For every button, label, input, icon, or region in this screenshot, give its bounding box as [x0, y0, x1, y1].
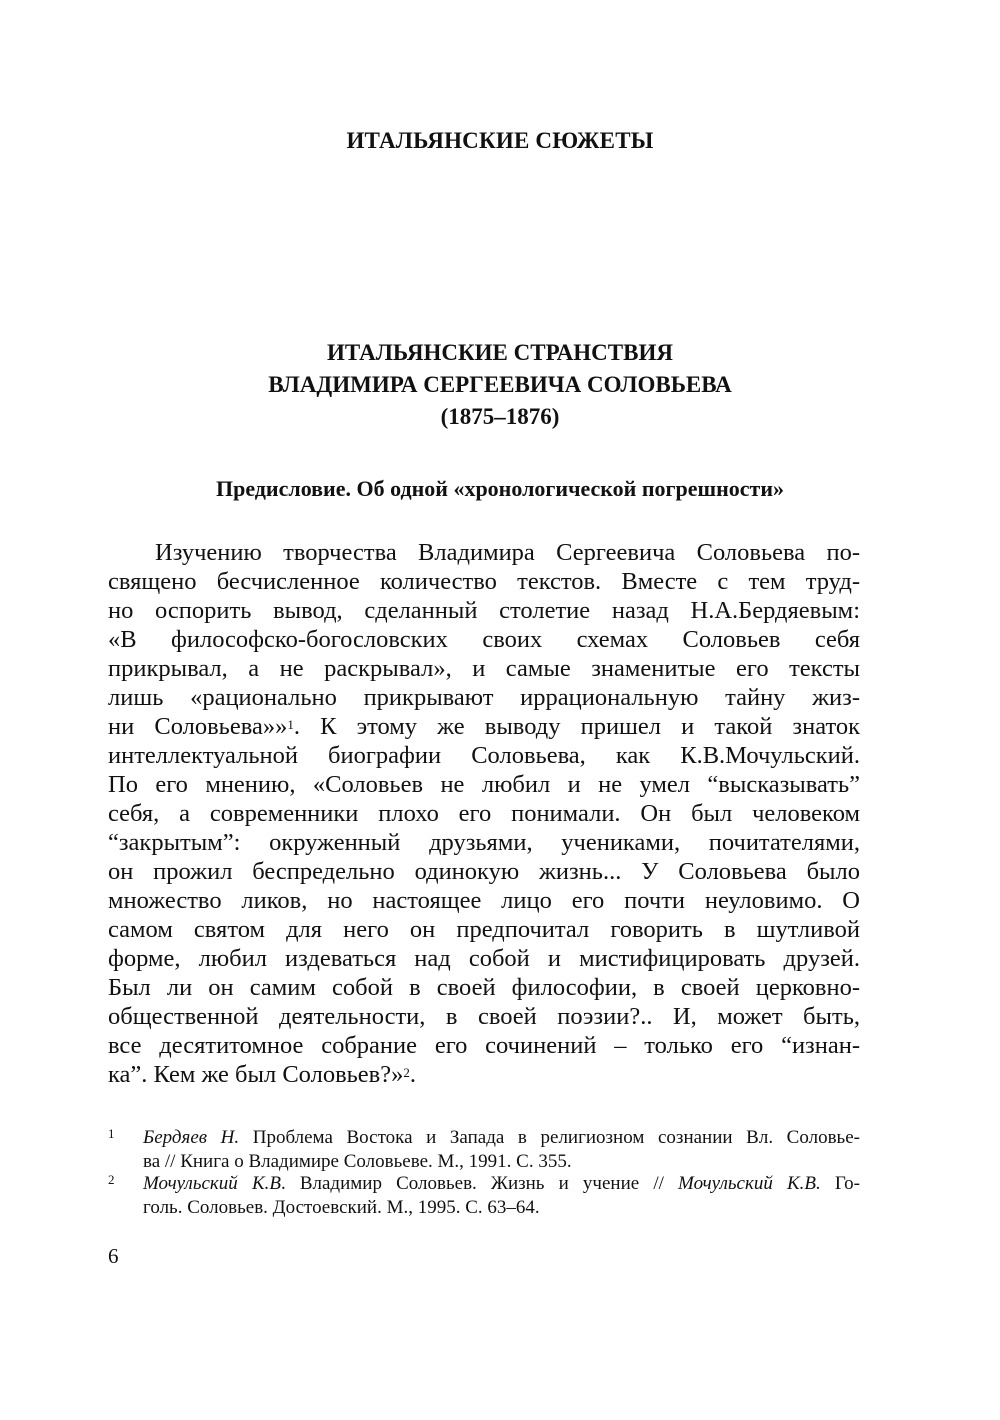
- footnote-text: . Владимир Соловьев. Жизнь и учение //: [280, 1173, 679, 1194]
- body-line: «В философско-богословских своих схемах Соловьев себя: [108, 626, 860, 653]
- body-line: множество ликов, но настоящее лицо его почти неуловимо. О: [108, 887, 860, 914]
- body-line-text: .: [409, 1061, 417, 1088]
- body-line: форме, любил издеваться над собой и мистифицировать друзей.: [108, 945, 860, 972]
- body-line: [108, 712, 860, 742]
- body-line: “закрытым”: окруженный друзьями, учениками, почитателями,: [108, 829, 860, 856]
- page-number: 6: [108, 1244, 119, 1268]
- chapter-title-line-1: ИТАЛЬЯНСКИЕ СТРАНСТВИЯ: [327, 340, 673, 365]
- footnote-number: 1: [108, 1126, 115, 1141]
- footnote-text: Го-: [820, 1173, 861, 1194]
- body-line: но оспорить вывод, сделанный столетие назад Н.А.Бердяевым:: [108, 597, 860, 624]
- body-line: Был ли он самим собой в своей философии, в своей церковно-: [108, 974, 860, 1001]
- body-line: [108, 1060, 860, 1090]
- footnote-number: 2: [108, 1172, 115, 1187]
- footnote-line: голь. Соловьев. Достоевский. М., 1995. С. 63–64.: [143, 1197, 540, 1218]
- body-line: самом святом для него он предпочитал говорить в шутливой: [108, 916, 860, 943]
- body-line-text: ни Соловьева»»: [108, 713, 288, 740]
- body-line: он прожил беспредельно одинокую жизнь... У Соловьева было: [108, 858, 860, 885]
- body-line: Изучению творчества Владимира Сергеевича Соловьева по-: [155, 539, 860, 566]
- footnote-author: Мочульский К.В.: [678, 1173, 821, 1194]
- preface-subtitle: Предисловие. Об одной «хронологической погрешности»: [215, 476, 785, 501]
- footnote-line: [143, 1172, 860, 1196]
- footnote-author: Бердяев Н.: [143, 1127, 240, 1148]
- chapter-title-line-2: ВЛАДИМИРА СЕРГЕЕВИЧА СОЛОВЬЕВА: [268, 372, 732, 397]
- footnote-ref-2[interactable]: 2: [403, 1065, 410, 1080]
- body-line-text: . К этому же выводу пришел и такой знаток: [293, 713, 861, 740]
- body-line: все десятитомное собрание его сочинений – только его “изнан-: [108, 1032, 860, 1059]
- body-line-text: ка”. Кем же был Соловьев?»: [108, 1061, 404, 1088]
- footnote-text: Проблема Востока и Запада в религиозном сознании Вл. Соловье-: [239, 1127, 860, 1148]
- body-line: По его мнению, «Соловьев не любил и не умел “высказывать”: [108, 771, 860, 798]
- footnote-line: ва // Книга о Владимире Соловьеве. М., 1991. С. 355.: [143, 1151, 572, 1172]
- body-line: общественной деятельности, в своей поэзии?.. И, может быть,: [108, 1003, 860, 1030]
- section-title: ИТАЛЬЯНСКИЕ СЮЖЕТЫ: [346, 128, 654, 153]
- footnote-author: Мочульский К.В: [143, 1173, 281, 1194]
- footnote-ref-1[interactable]: 1: [287, 717, 294, 732]
- body-line: лишь «рационально прикрывают иррациональную тайну жиз-: [108, 684, 860, 711]
- body-line: себя, а современники плохо его понимали. Он был человеком: [108, 800, 860, 827]
- footnote-line: [143, 1126, 860, 1150]
- body-line: интеллектуальной биографии Соловьева, как К.В.Мочульский.: [108, 742, 860, 769]
- body-line: священо бесчисленное количество текстов. Вместе с тем труд-: [108, 568, 860, 595]
- body-line: прикрывал, а не раскрывал», и самые знаменитые его тексты: [108, 655, 860, 682]
- chapter-title-line-3: (1875–1876): [440, 404, 560, 429]
